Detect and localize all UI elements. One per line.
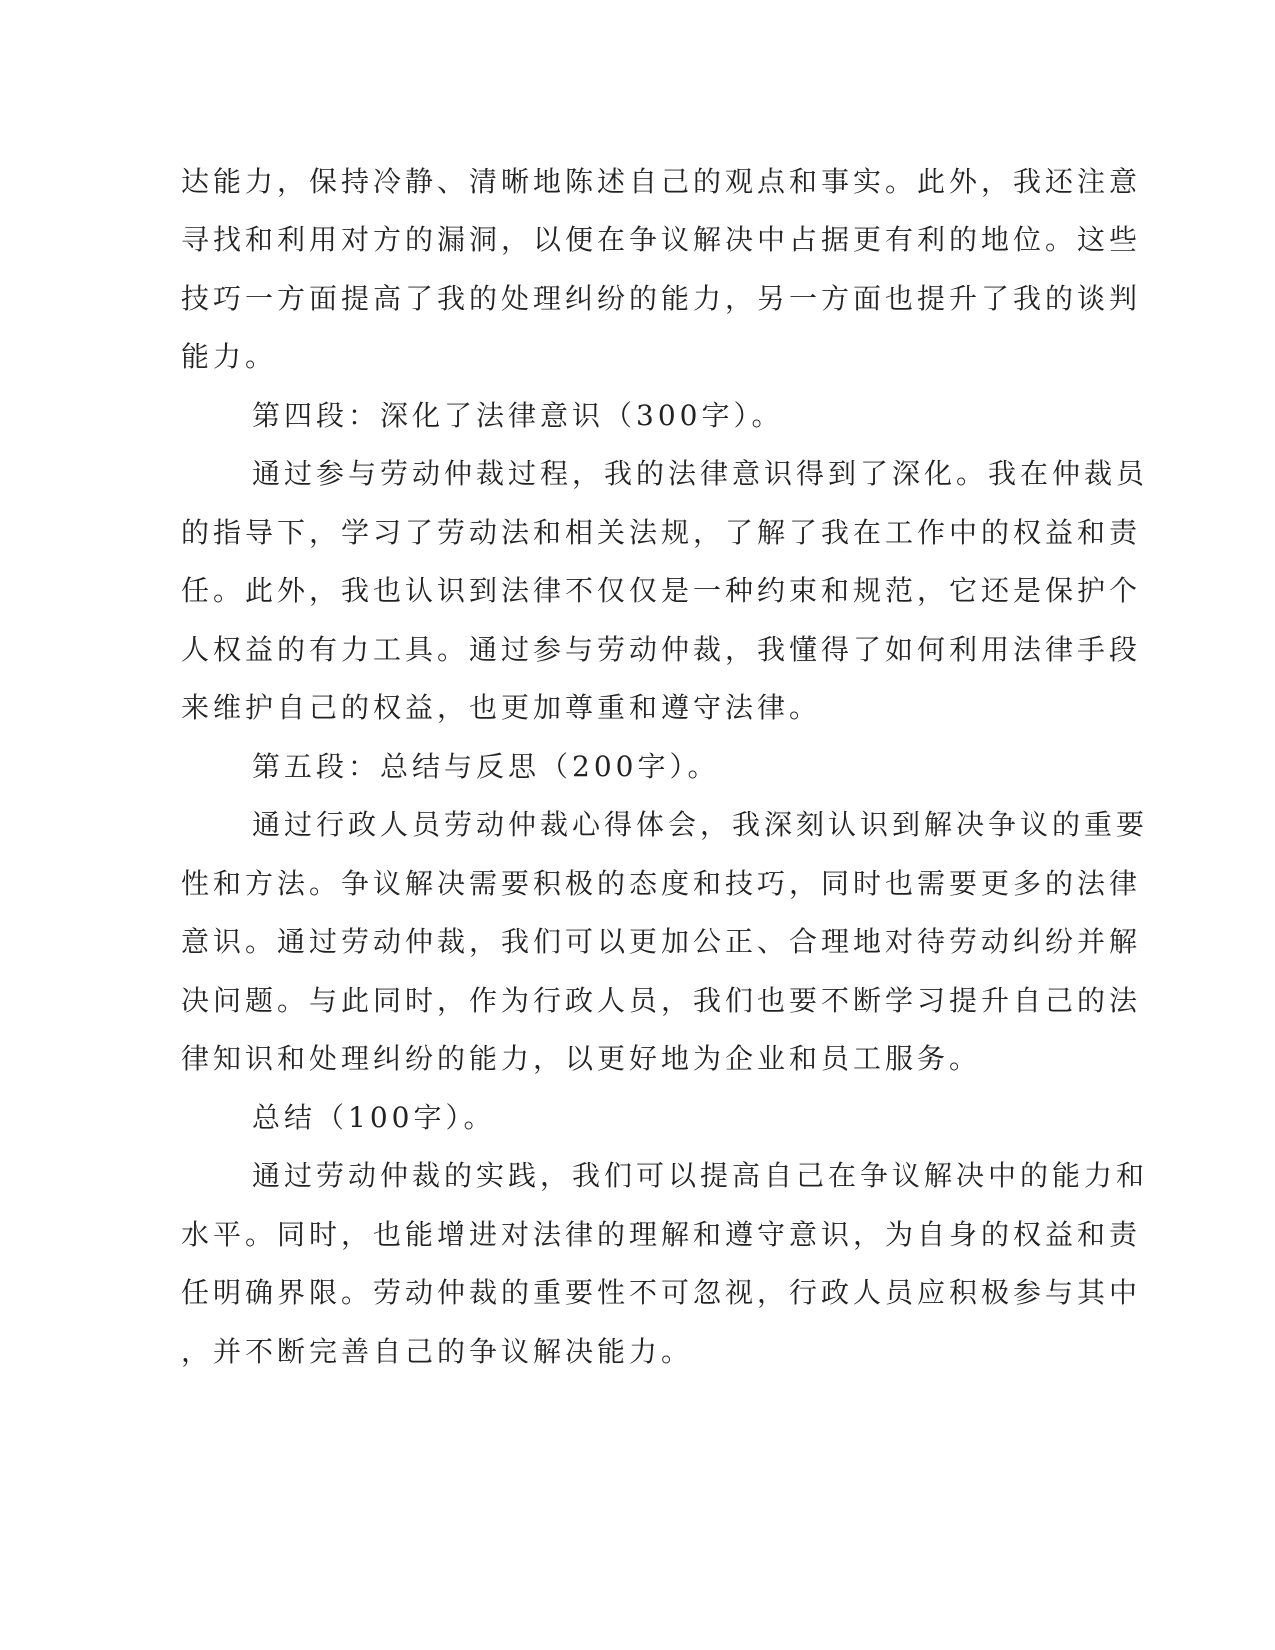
paragraph-line: ，并不断完善自己的争议解决能力。: [181, 1335, 694, 1368]
paragraph-line: 通过行政人员劳动仲裁心得体会，我深刻认识到解决争议的重要: [252, 808, 1149, 841]
paragraph-line: 任。此外，我也认识到法律不仅仅是一种约束和规范，它还是保护个: [181, 574, 1142, 607]
paragraph-line: 通过参与劳动仲裁过程，我的法律意识得到了深化。我在仲裁员: [252, 457, 1149, 490]
paragraph-line: 通过劳动仲裁的实践，我们可以提高自己在争议解决中的能力和: [252, 1159, 1149, 1192]
paragraph-line: 任明确界限。劳动仲裁的重要性不可忽视，行政人员应积极参与其中: [181, 1276, 1142, 1309]
paragraph-line: 的指导下，学习了劳动法和相关法规，了解了我在工作中的权益和责: [181, 516, 1142, 549]
paragraph-line: 能力。: [181, 340, 278, 373]
paragraph-line: 达能力，保持冷静、清晰地陈述自己的观点和事实。此外，我还注意: [181, 165, 1142, 198]
paragraph-line: 意识。通过劳动仲裁，我们可以更加公正、合理地对待劳动纠纷并解: [181, 925, 1142, 958]
paragraph-line: 寻找和利用对方的漏洞，以便在争议解决中占据更有利的地位。这些: [181, 223, 1142, 256]
paragraph-line: 来维护自己的权益，也更加尊重和遵守法律。: [181, 691, 822, 724]
paragraph-line: 性和方法。争议解决需要积极的态度和技巧，同时也需要更多的法律: [181, 867, 1142, 900]
paragraph-line: 人权益的有力工具。通过参与劳动仲裁，我懂得了如何利用法律手段: [181, 633, 1142, 666]
paragraph-line: 律知识和处理纠纷的能力，以更好地为企业和员工服务。: [181, 1042, 982, 1075]
summary-heading: 总结（100字）。: [252, 1101, 496, 1134]
paragraph-line: 技巧一方面提高了我的处理纠纷的能力，另一方面也提升了我的谈判: [181, 282, 1142, 315]
paragraph-line: 水平。同时，也能增进对法律的理解和遵守意识，为自身的权益和责: [181, 1218, 1142, 1251]
section-heading-5: 第五段：总结与反思（200字）。: [252, 750, 720, 783]
section-heading-4: 第四段：深化了法律意识（300字）。: [252, 399, 784, 432]
paragraph-line: 决问题。与此同时，作为行政人员，我们也要不断学习提升自己的法: [181, 984, 1142, 1017]
